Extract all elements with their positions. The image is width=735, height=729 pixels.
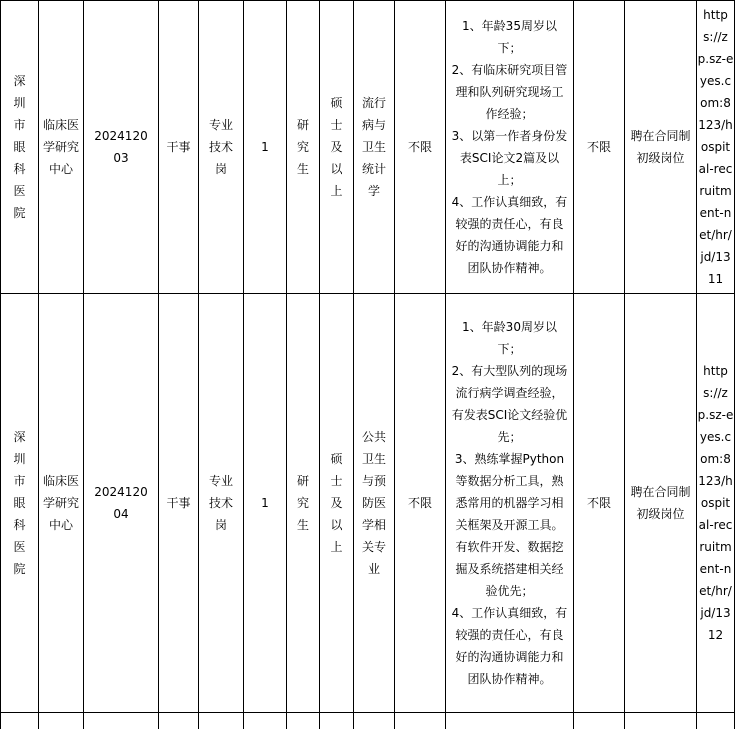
position-name: 干事 <box>166 140 190 154</box>
requirement-item: 4、工作认真细致，有较强的责任心，有良好的沟通协调能力和团队协作精神。 <box>451 191 569 279</box>
limit1-cell <box>395 294 446 713</box>
unit-cell <box>1 294 39 713</box>
empty-cell <box>1 713 39 729</box>
requirements-list <box>451 316 569 690</box>
job-link[interactable]: https://zp.sz-eyes.com:8123/hospital-recruitment-net/hr/jd/1312 <box>698 360 734 646</box>
major-cell <box>354 1 395 294</box>
dept-name: 临床医学研究中心 <box>41 470 81 536</box>
empty-cell <box>39 713 84 729</box>
empty-cell <box>697 713 735 729</box>
unit-name: 深圳市眼科医院 <box>13 426 27 580</box>
major: 公共卫生与预防医学相关专业 <box>360 426 388 580</box>
requirements-cell <box>446 294 574 713</box>
dept-cell <box>39 294 84 713</box>
requirement-item: 2、有临床研究项目管理和队列研究现场工作经验； <box>451 59 569 125</box>
unit-cell <box>1 1 39 294</box>
degree: 硕士及以上 <box>329 448 345 558</box>
limit2-cell <box>574 294 625 713</box>
requirement-item: 1、年龄35周岁以下； <box>451 15 569 59</box>
empty-cell <box>395 713 446 729</box>
empty-cell <box>84 713 159 729</box>
position-cell <box>159 294 199 713</box>
dept-name: 临床医学研究中心 <box>41 114 81 180</box>
edu-cell <box>287 294 320 713</box>
degree-cell <box>320 1 354 294</box>
degree-cell <box>320 294 354 713</box>
requirement-item: 1、年龄30周岁以下； <box>451 316 569 360</box>
unit-name: 深圳市眼科医院 <box>13 70 27 224</box>
empty-cell <box>320 713 354 729</box>
limit-value: 不限 <box>408 140 432 154</box>
limit1-cell <box>395 1 446 294</box>
position-category: 专业技术岗 <box>208 114 234 180</box>
url-cell[interactable] <box>697 294 735 713</box>
hire-count: 1 <box>261 140 269 154</box>
education: 研究生 <box>295 114 311 180</box>
empty-cell <box>574 713 625 729</box>
limit-value: 不限 <box>587 140 611 154</box>
major-cell <box>354 294 395 713</box>
dept-cell <box>39 1 84 294</box>
url-cell[interactable] <box>697 1 735 294</box>
position-code: 2024120 04 <box>91 481 151 525</box>
position-code: 2024120 03 <box>91 125 151 169</box>
empty-cell <box>287 713 320 729</box>
edu-cell <box>287 1 320 294</box>
position-category: 专业技术岗 <box>208 470 234 536</box>
requirement-item: 3、以第一作者身份发表SCI论文2篇及以上； <box>451 125 569 191</box>
recruit-type-cell <box>625 1 697 294</box>
requirements-cell <box>446 1 574 294</box>
limit-value: 不限 <box>587 496 611 510</box>
recruit-type: 聘在合同制初级岗位 <box>626 125 696 169</box>
requirements-list <box>451 15 569 279</box>
table-row <box>1 294 735 713</box>
category-cell <box>199 294 244 713</box>
position-cell <box>159 1 199 294</box>
recruit-type-cell <box>625 294 697 713</box>
empty-cell <box>199 713 244 729</box>
empty-cell <box>625 713 697 729</box>
degree: 硕士及以上 <box>329 92 345 202</box>
requirement-item: 4、工作认真细致，有较强的责任心，有良好的沟通协调能力和团队协作精神。 <box>451 602 569 690</box>
recruit-type: 聘在合同制初级岗位 <box>626 481 696 525</box>
empty-cell <box>244 713 287 729</box>
requirement-item: 2、有大型队列的现场流行病学调查经验，有发表SCI论文经验优先； <box>451 360 569 448</box>
category-cell <box>199 1 244 294</box>
limit2-cell <box>574 1 625 294</box>
major: 流行病与卫生统计学 <box>360 92 388 202</box>
count-cell <box>244 294 287 713</box>
hire-count: 1 <box>261 496 269 510</box>
requirement-item: 3、熟练掌握Python等数据分析工具，熟悉常用的机器学习相关框架及开源工具。有软件开发、数据挖掘及系统搭建相关经验优先； <box>451 448 569 602</box>
table-row-partial <box>1 713 735 729</box>
table-row <box>1 1 735 294</box>
count-cell <box>244 1 287 294</box>
position-name: 干事 <box>166 496 190 510</box>
job-link[interactable]: https://zp.sz-eyes.com:8123/hospital-recruitment-net/hr/jd/1311 <box>698 4 734 290</box>
code-cell <box>84 1 159 294</box>
empty-cell <box>354 713 395 729</box>
empty-cell <box>446 713 574 729</box>
empty-cell <box>159 713 199 729</box>
limit-value: 不限 <box>408 496 432 510</box>
code-cell <box>84 294 159 713</box>
education: 研究生 <box>295 470 311 536</box>
